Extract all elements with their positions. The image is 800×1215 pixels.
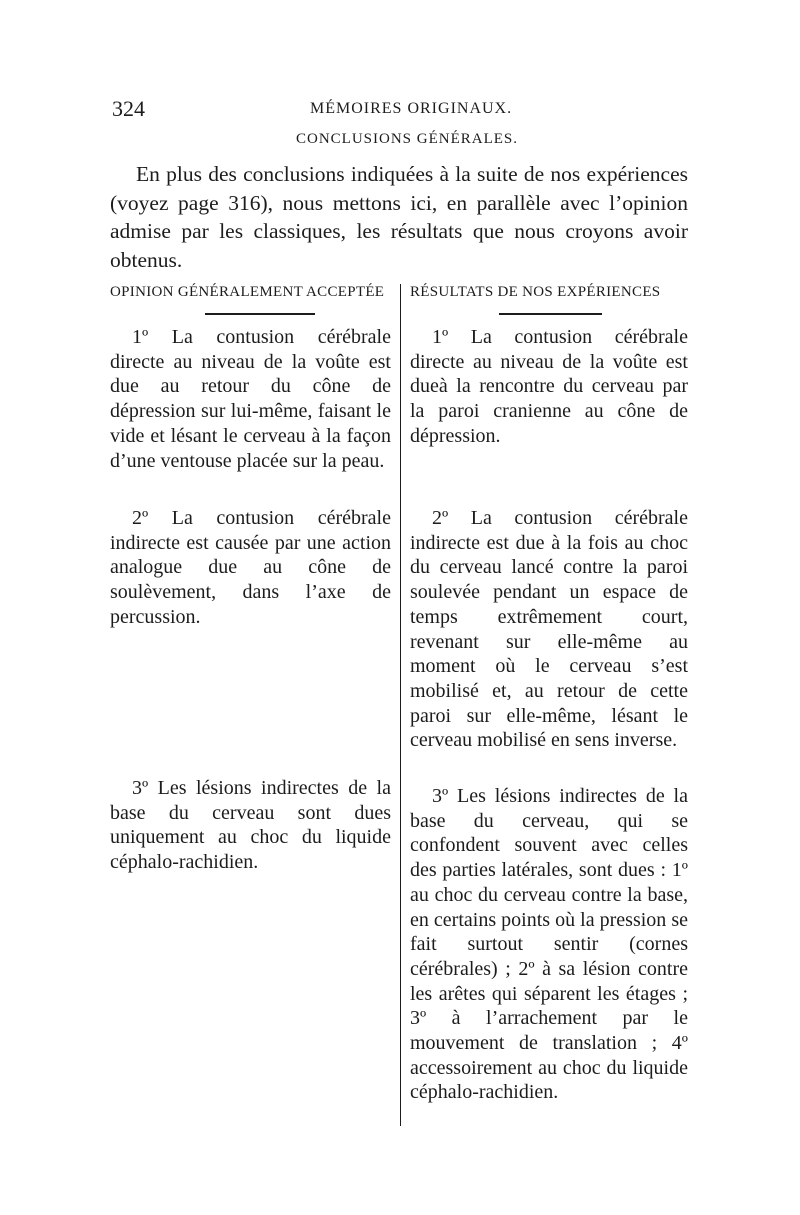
page-number: 324: [112, 96, 145, 121]
intro-paragraph: En plus des conclusions indiquées à la suite de nos expériences (voyez page 316), nous mettons ici, en parallèle avec l’opinion admise par les classiques, les résultats que nous croyons avoir obtenus.: [110, 162, 688, 272]
running-head: MÉMOIRES ORIGINAUX.: [310, 100, 513, 117]
left-paragraph-2: 2º La contusion cérébrale indirecte est causée par une action analogue due au cône de soulèvement, dans l’axe de percussion.: [110, 507, 391, 628]
section-title: CONCLUSIONS GÉNÉRALES.: [296, 131, 519, 147]
right-column-heading: RÉSULTATS DE NOS EXPÉRIENCES: [410, 284, 661, 300]
left-paragraph-3: 3º Les lésions indirectes de la base du cerveau sont dues uniquement au choc du liquide céphalo-rachidien.: [110, 777, 391, 874]
right-paragraph-1: 1º La contusion cérébrale directe au niveau de la voûte est dueà la rencontre du cerveau par la paroi cranienne au cône de dépression.: [410, 326, 688, 447]
left-column-heading: OPINION GÉNÉRALEMENT ACCEPTÉE: [110, 284, 385, 300]
right-heading-rule: [499, 313, 602, 315]
left-paragraph-1: 1º La contusion cérébrale directe au niveau de la voûte est due au retour du cône de dépression sur lui-même, faisant le vide et lésant le cerveau à la façon d’une ventouse placée sur la peau.: [110, 326, 391, 472]
column-divider: [400, 284, 401, 1126]
right-paragraph-3: 3º Les lésions indirectes de la base du cerveau, qui se confondent souvent avec celles des parties latérales, sont dues : 1º au choc du cerveau contre la base, en certains points où la pression se fait surtout sentir (cornes cérébrales) ; 2º à sa lésion contre les arêtes qui séparent les étages ; 3º à l’arrachement par le mouvement de translation ; 4º accessoirement au choc du liquide céphalo-rachidien.: [410, 785, 688, 1104]
left-heading-rule: [205, 313, 315, 315]
right-paragraph-2: 2º La contusion cérébrale indirecte est due à la fois au choc du cerveau lancé contre la paroi soulevée pendant un espace de temps extrêmement court, revenant sur elle-même au moment où le cerveau s’est mobilisé et, au retour de cette paroi sur elle-même, lésant le cerveau mobilisé en sens inverse.: [410, 507, 688, 752]
